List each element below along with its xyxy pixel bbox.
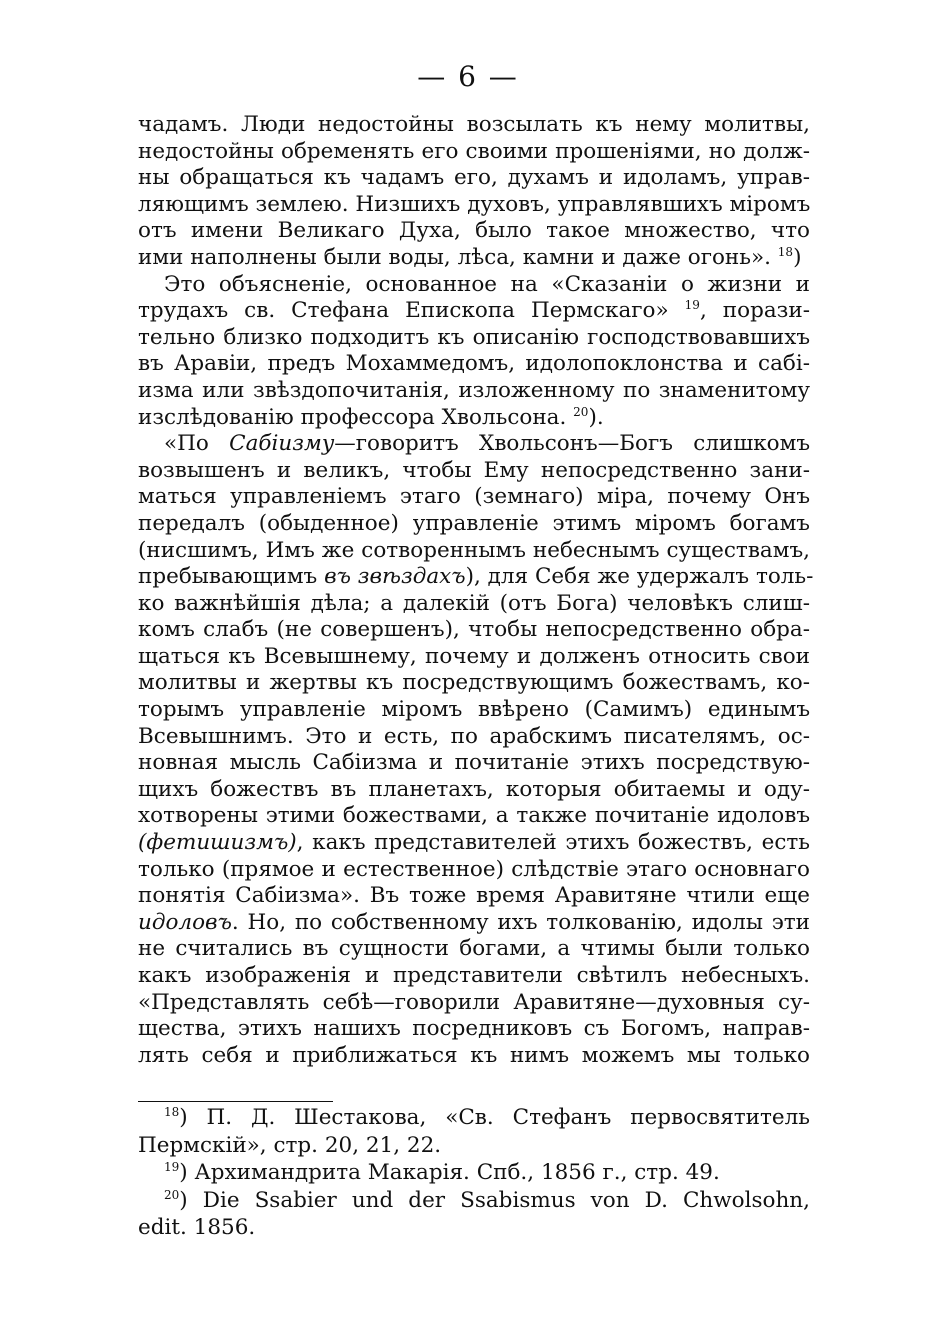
footnote-marker: 18 xyxy=(164,1105,180,1119)
text-segment: «По xyxy=(164,431,209,457)
text-line xyxy=(138,298,810,325)
italic-term: идоловъ xyxy=(138,909,232,935)
footnote-text: ) П. Д. Шестакова, «Св. Стефанъ первосвятитель xyxy=(179,1105,810,1130)
text-segment: трудахъ св. Стефана Епископа Пермскаго» xyxy=(138,298,669,324)
footnote-marker: 20 xyxy=(164,1187,180,1202)
text-line: Всевышнимъ. Это и есть, по арабскимъ писателямъ, ос- xyxy=(138,723,810,749)
footnote-ref: 18 xyxy=(777,244,794,259)
text-line: возвышенъ и великъ, чтобы Ему непосредственно зани- xyxy=(138,457,810,483)
text-line: торымъ управленіе міромъ ввѣрено (Самимъ) единымъ xyxy=(138,697,810,723)
footnote-20 xyxy=(138,1187,810,1215)
text-line: ко важнѣйшія дѣла; а далекій (отъ Бога) человѣкъ слиш- xyxy=(138,590,810,616)
text-line: щества, этихъ нашихъ посредниковъ съ Богомъ, направ- xyxy=(138,1016,810,1042)
footnote-continuation: Пермскій», стр. 20, 21, 22. xyxy=(138,1132,442,1158)
text-line: передалъ (обыденное) управленіе этимъ міромъ богамъ xyxy=(138,510,810,536)
text-line: только (прямое и естественное) слѣдствіе этаго основнаго xyxy=(138,856,810,882)
text-line: хотворены этими божествами, а также почитаніе идоловъ xyxy=(138,803,810,829)
text-line: ны обращаться къ чадамъ его, духамъ и идоламъ, управ- xyxy=(138,165,810,191)
paragraph-start-line xyxy=(138,431,810,458)
footnote-19 xyxy=(138,1159,810,1187)
text-line: ляющимъ землею. Низшихъ духовъ, управлявшихъ міромъ xyxy=(138,191,811,217)
paragraph-start-line: Это объясненіе, основанное на «Сказаніи о жизни и xyxy=(164,271,810,297)
text-segment: ). xyxy=(588,404,604,430)
page-number: — 6 — xyxy=(417,60,519,93)
text-line: не считались въ сущности богами, а чтимы были только xyxy=(138,936,810,962)
text-line xyxy=(138,910,810,937)
italic-term: въ звѣздахъ xyxy=(324,564,466,590)
text-line: тельно близко подходитъ къ описанію господствовавшихъ xyxy=(138,324,810,350)
text-line: чадамъ. Люди недостойны возсылать къ нему молитвы, xyxy=(138,112,810,137)
text-line: лять себя и приближаться къ нимъ можемъ мы только xyxy=(138,1042,810,1068)
body-text xyxy=(138,112,814,1069)
text-line: отъ имени Великаго Духа, было такое множество, что xyxy=(138,218,810,244)
footnote-continuation: edit. 1856. xyxy=(138,1215,256,1240)
footnote-text: ) Die Ssabier und der Ssabismus von D. Chwolsohn, xyxy=(179,1187,810,1213)
footnotes xyxy=(138,1104,810,1242)
footnote-marker: 19 xyxy=(164,1160,180,1174)
text-line xyxy=(138,405,810,432)
text-segment: ), для Себя же удержалъ толь- xyxy=(465,564,814,590)
text-segment: изслѣдованію профессора Хвольсона. xyxy=(138,404,567,430)
footnote-ref: 19 xyxy=(684,298,700,313)
text-line: изма или звѣздопочитанія, изложенному по знаменитому xyxy=(138,377,810,403)
text-line: какъ изображенія и представители свѣтилъ небесныхъ. xyxy=(138,963,810,988)
text-line: «Представлять себѣ—говорили Аравитяне—духовныя су- xyxy=(138,989,810,1015)
text-line: новная мысль Сабіизма и почитаніе этихъ посредствую- xyxy=(138,750,810,776)
text-segment: , порази- xyxy=(699,298,810,324)
text-line: понятія Сабіизма». Въ тоже время Аравитяне чтили еще xyxy=(138,883,810,909)
text-line: ими наполнены были воды, лѣса, камни и даже огонь». $^{18}$) xyxy=(138,244,802,270)
text-segment: пребывающимъ xyxy=(138,564,318,590)
text-segment: . Но, по собственному ихъ толкованію, идолы эти xyxy=(231,909,810,935)
footnote-18 xyxy=(138,1104,810,1132)
text-line: маться управленіемъ этаго (земнаго) міра, почему Онъ xyxy=(138,484,810,510)
footnote-ref: 20 xyxy=(573,404,589,419)
text-segment: —говоритъ Хвольсонъ—Богъ слишкомъ xyxy=(334,431,810,457)
text-line xyxy=(138,830,810,857)
text-line: молитвы и жертвы къ посредствующимъ божествамъ, ко- xyxy=(138,670,810,696)
footnote-text: ) Архимандрита Макарія. Спб., 1856 г., стр. 49. xyxy=(179,1160,720,1185)
italic-term: (фетишизмъ) xyxy=(138,830,297,856)
italic-term: Сабіизму xyxy=(229,431,335,457)
text-line: щихъ божествъ въ планетахъ, которыя обитаемы и оду- xyxy=(138,776,810,802)
text-segment: ими наполнены были воды, лѣса, камни и даже огонь». xyxy=(138,244,771,270)
text-line: въ Аравіи, предъ Мохаммедомъ, идолопоклонства и сабі- xyxy=(138,351,810,377)
text-line: щаться къ Всевышнему, почему и долженъ относить свои xyxy=(138,643,810,669)
text-line: недостойны обременять его своими прошеніями, но долж- xyxy=(138,138,810,164)
footnote-divider xyxy=(138,1101,333,1102)
text-line: комъ слабъ (не совершенъ), чтобы непосредственно обра- xyxy=(138,617,810,643)
text-line xyxy=(138,564,814,591)
text-segment: , какъ представителей этихъ божествъ, есть xyxy=(296,830,810,856)
text-line: (нисшимъ, Имъ же сотвореннымъ небеснымъ существамъ, xyxy=(138,537,810,563)
